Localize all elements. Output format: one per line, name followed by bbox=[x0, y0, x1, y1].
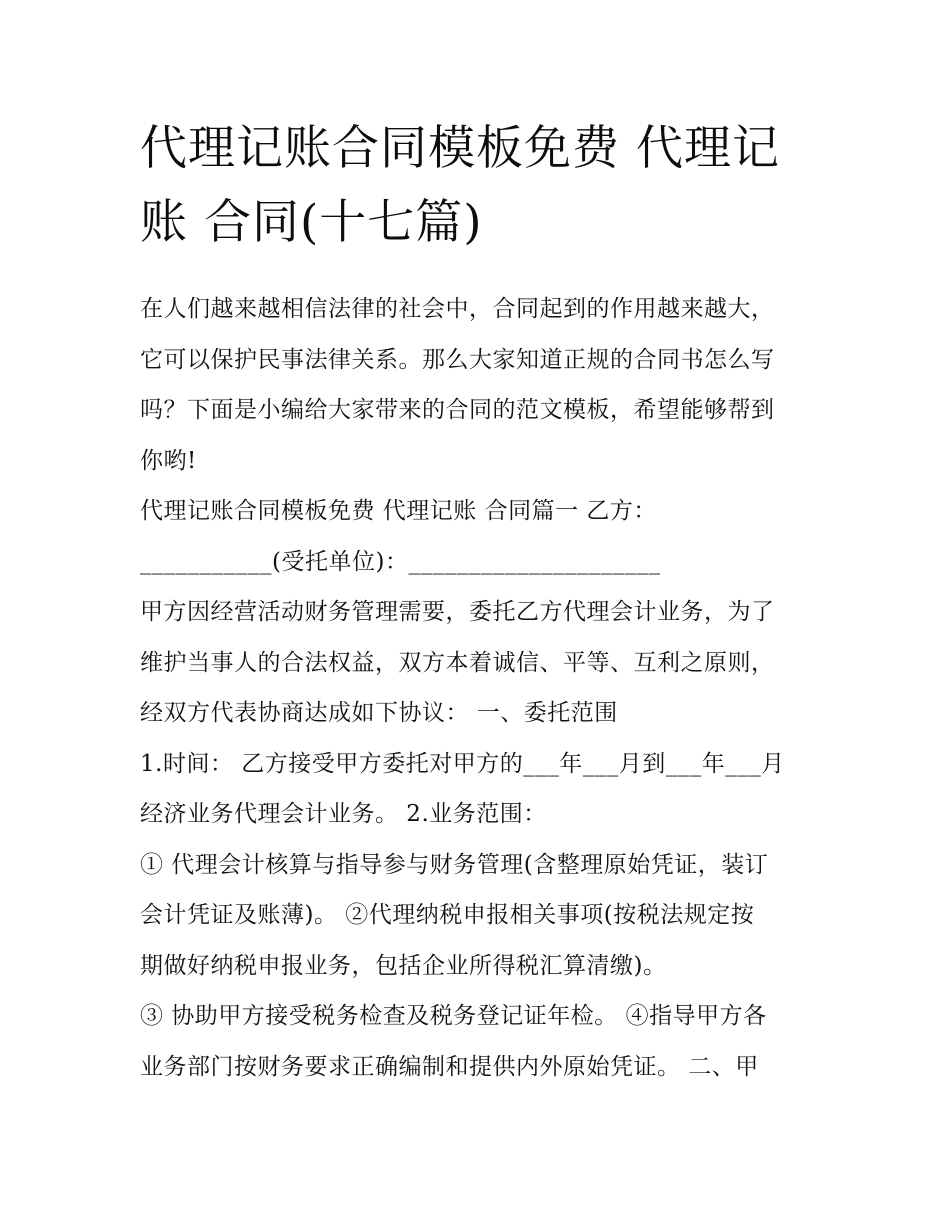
time-scope-paragraph: 1.时间： 乙方接受甲方委托对甲方的___年___月到___年___月 经济业务代理会计业务。 2.业务范围： bbox=[140, 750, 785, 827]
business-scope-paragraph-2: ③ 协助甲方接受税务检查及税务登记证年检。 ④指导甲方各 业务部门按财务要求正确编制和提供内外原始凭证。 二、甲 bbox=[140, 1003, 767, 1080]
intro-paragraph: 在人们越来越相信法律的社会中，合同起到的作用越来越大， 它可以保护民事法律关系。那么大家知道正规的合同书怎么写 吗？下面是小编给大家带来的合同的范文模板，希望能够帮到 你哟! bbox=[140, 296, 775, 474]
contract-party-paragraph: 代理记账合同模板免费 代理记账 合同篇一 乙方： ___________(受托单位)：_____________________ bbox=[140, 498, 661, 575]
agreement-preamble-paragraph: 甲方因经营活动财务管理需要，委托乙方代理会计业务，为了 维护当事人的合法权益，双方本着诚信、平等、互利之原则， 经双方代表协商达成如下协议： 一、委托范围 bbox=[140, 599, 775, 726]
document-body bbox=[140, 112, 820, 1092]
document-title: 代理记账合同模板免费 代理记 账 合同(十七篇) bbox=[140, 121, 780, 250]
business-scope-paragraph-1: ① 代理会计核算与指导参与财务管理(含整理原始凭证，装订 会计凭证及账薄)。 ②代理纳税申报相关事项(按税法规定按 期做好纳税申报业务，包括企业所得税汇算清缴)。 bbox=[140, 851, 769, 979]
